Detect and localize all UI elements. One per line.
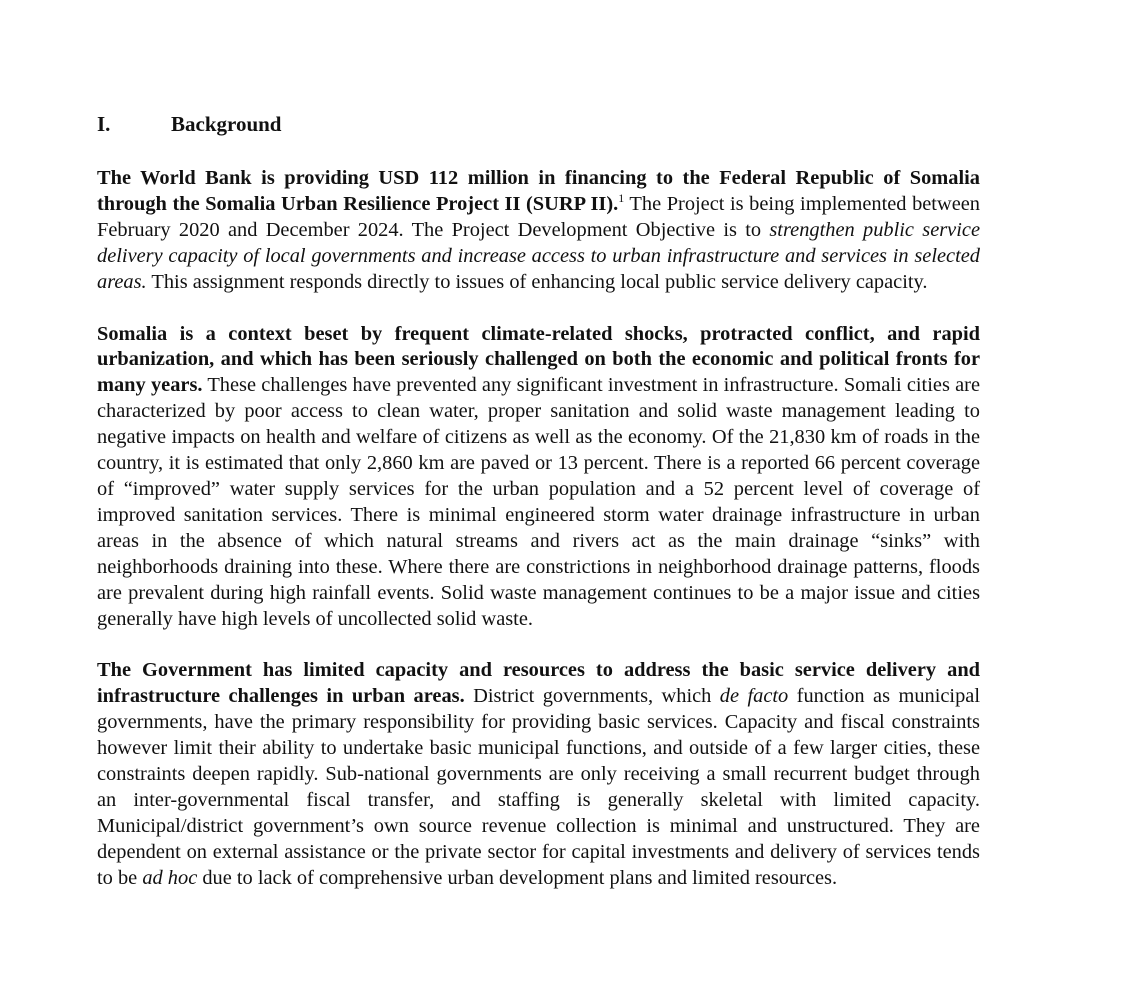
paragraph-text: These challenges have prevented any significant investment in infrastructure. Somali cities are characterized by poor access to clean water, proper sanitation and solid waste management leading to negative impacts on health and welfare of citizens as well as the economy. Of the 21,830 km of roads in the country, it is estimated that only 2,860 km are paved or 13 percent. There is a reported 66 percent coverage of “improved” water supply services for the urban population and a 52 percent level of coverage of improved sanitation services. There is minimal engineered storm water drainage infrastructure in urban areas in the absence of which natural streams and rivers act as the main drainage “sinks” with neighborhoods draining into these. Where there are constrictions in neighborhood drainage patterns, floods are prevalent during high rainfall events. Solid waste management continues to be a major issue and cities generally have high levels of uncollected solid waste.	[97, 374, 980, 630]
paragraph-italic: de facto	[719, 685, 789, 708]
paragraph-text: This assignment responds directly to issues of enhancing local public service delivery capacity.	[146, 270, 928, 293]
paragraph-text: The Project is being implemented between February 2020 and December 2024. The Project Development Objective is to	[97, 192, 980, 241]
paragraph-text: function as municipal governments, have the primary responsibility for providing basic services. Capacity and fiscal constraints however limit their ability to undertake basic municipal functions, and outside of a few larger cities, these constraints deepen rapidly. Sub-national governments are only receiving a small recurrent budget through an inter-governmental fiscal transfer, and staffing is generally skeletal with limited capacity. Municipal/district government’s own source revenue collection is minimal and unstructured. They are dependent on external assistance or the private sector for capital investments and delivery of services tends to be	[97, 685, 980, 889]
paragraph-context	[97, 322, 980, 633]
paragraph-government	[97, 658, 980, 891]
paragraph-lead: The World Bank is providing USD 112 million in financing to the Federal Republic of Somalia through the Somalia Urban Resilience Project II (SURP II).	[97, 167, 980, 215]
section-number: I.	[97, 112, 111, 136]
section-heading	[97, 110, 282, 138]
paragraph-text: District governments, which	[464, 685, 720, 708]
document-body	[97, 166, 980, 918]
paragraph-lead: The Government has limited capacity and resources to address the basic service delivery and infrastructure challenges in urban areas.	[97, 659, 980, 708]
footnote-marker: 1	[618, 190, 625, 205]
paragraph-text: due to lack of comprehensive urban development plans and limited resources.	[197, 866, 838, 889]
section-title: Background	[171, 112, 282, 136]
paragraph-lead: Somalia is a context beset by frequent climate-related shocks, protracted conflict, and rapid urbanization, and which has been seriously challenged on both the economic and political fronts for many years.	[97, 322, 980, 397]
paragraph-italic: ad hoc	[142, 866, 198, 889]
paragraph-financing	[97, 166, 980, 296]
paragraph-italic: strengthen public service delivery capacity of local governments and increase access to urban infrastructure and services in selected areas.	[97, 218, 980, 293]
